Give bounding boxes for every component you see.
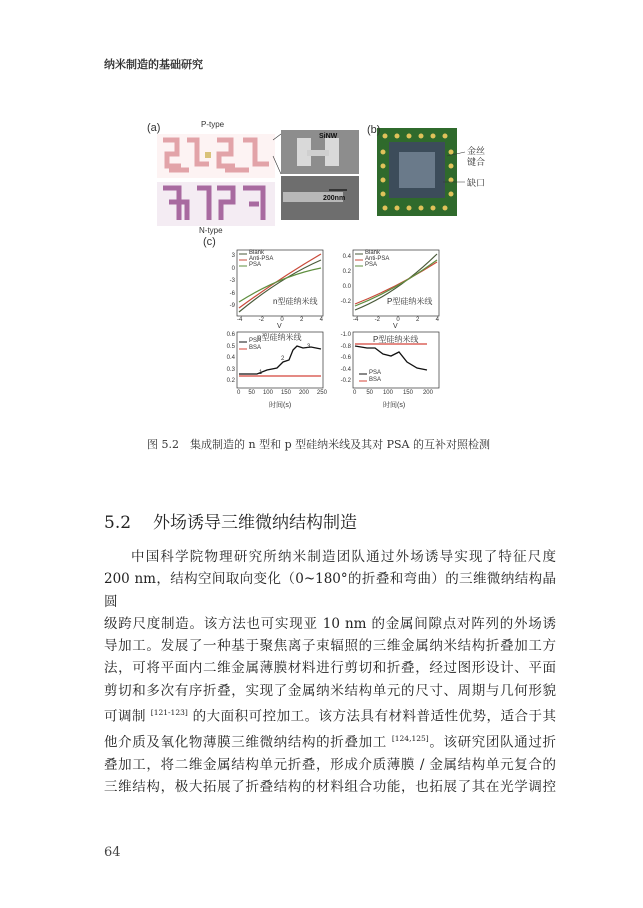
p-type-label: P-type <box>201 120 225 129</box>
sinw-label: SiNW <box>319 133 338 140</box>
marker-1: 1 <box>259 370 263 376</box>
n-type-label: N-type <box>199 226 223 235</box>
citation-121-123: [121-123] <box>150 708 188 718</box>
marker-2: 2 <box>281 356 285 362</box>
p-time-title: P型硅纳米线 <box>373 335 419 344</box>
p-iv-xlabel: V <box>393 323 398 330</box>
n-time-xlabel: 时间(s) <box>269 402 292 409</box>
body-paragraph: 中国科学院物理研究所纳米制造团队通过外场诱导实现了特征尺度 200 nm，结构空间取向变化（0~180°的折叠和弯曲）的三维微纳结构晶圆 级跨尺度制造。该方法也可实现亚 10 nm 的金属间隙点对阵列的外场诱 导加工。发展了一种基于聚焦离子束辐照的三维金属纳米结构折叠加工方 法，可将平面内二维金属薄膜材料进行剪切和折叠，经过图形设计、平面 剪切和多次有序折叠，实现了金属纳米结构单元的尺寸、周期与几何形貌 可调制 [121-123] 的大面积可控加工。该方法具有材料普适性优势，适合于其 他介质及氧化物薄膜三维微纳结构的折叠加工 [124,125]。该研究团队通过折 叠加工，将二维金属结构单元折叠，形成介质薄膜 / 金属结构单元复合的 三维结构，极大拓展了折叠结构的材料组合功能，也拓展了其在光学调控 <box>104 549 557 795</box>
p-iv-yticks: 0.4 0.2 0.0 -0.2 <box>340 254 351 305</box>
p-iv-title: P型硅纳米线 <box>387 297 433 306</box>
p-time-psa-curve <box>355 346 427 370</box>
panel-c-label: (c) <box>203 236 216 248</box>
section-heading <box>104 508 357 533</box>
legend-p-iv: Blank Anti-PSA PSA <box>365 250 390 268</box>
n-iv-xlabel: V <box>277 323 282 330</box>
n-time-title: n型硅纳米线 <box>257 333 302 342</box>
panel-b-label: (b) <box>367 124 381 136</box>
n-iv-yticks: 3 0 -3 -6 -9 <box>229 253 235 309</box>
citation-124-125: [124,125] <box>391 733 429 743</box>
running-header: 纳米制造的基础研究 <box>104 58 203 71</box>
panel-a-label: (a) <box>147 122 161 134</box>
n-time-xticks: 0 50 100 150 200 250 <box>237 390 327 396</box>
marker-3: 3 <box>307 344 311 350</box>
p-time-xticks: 0 50 100 150 200 <box>353 390 433 396</box>
p-time-yticks: -1.0 -0.8 -0.6 -0.4 -0.2 <box>340 332 351 384</box>
legend-p-time: PSA BSA <box>369 370 382 383</box>
section-number: 5.2 <box>104 513 132 533</box>
p-iv-xticks: -4 -2 0 2 4 <box>353 317 439 323</box>
n-iv-title: n型硅纳米线 <box>273 297 318 306</box>
scale-bar-label: 200nm <box>323 195 346 202</box>
wire-bond-label: 金丝 键合 <box>467 146 486 167</box>
p-time-xlabel: 时间(s) <box>383 402 406 409</box>
legend-n-time: PSA BSA <box>249 338 262 351</box>
figure-caption: 图 5.2 集成制造的 n 型和 p 型硅纳米线及其对 PSA 的互补对照检测 <box>147 438 490 451</box>
n-iv-xticks: -4 -2 0 2 4 <box>237 317 323 323</box>
legend-n-iv: Blank Anti-PSA PSA <box>249 250 274 268</box>
figure-5-2 <box>147 116 487 416</box>
page-number: 64 <box>104 845 121 860</box>
section-title: 外场诱导三维微纳结构制造 <box>153 513 358 533</box>
n-time-yticks: 0.6 0.5 0.4 0.3 0.2 <box>226 332 235 384</box>
notch-label: 缺口 <box>467 178 486 188</box>
figure-graphic <box>147 116 487 416</box>
